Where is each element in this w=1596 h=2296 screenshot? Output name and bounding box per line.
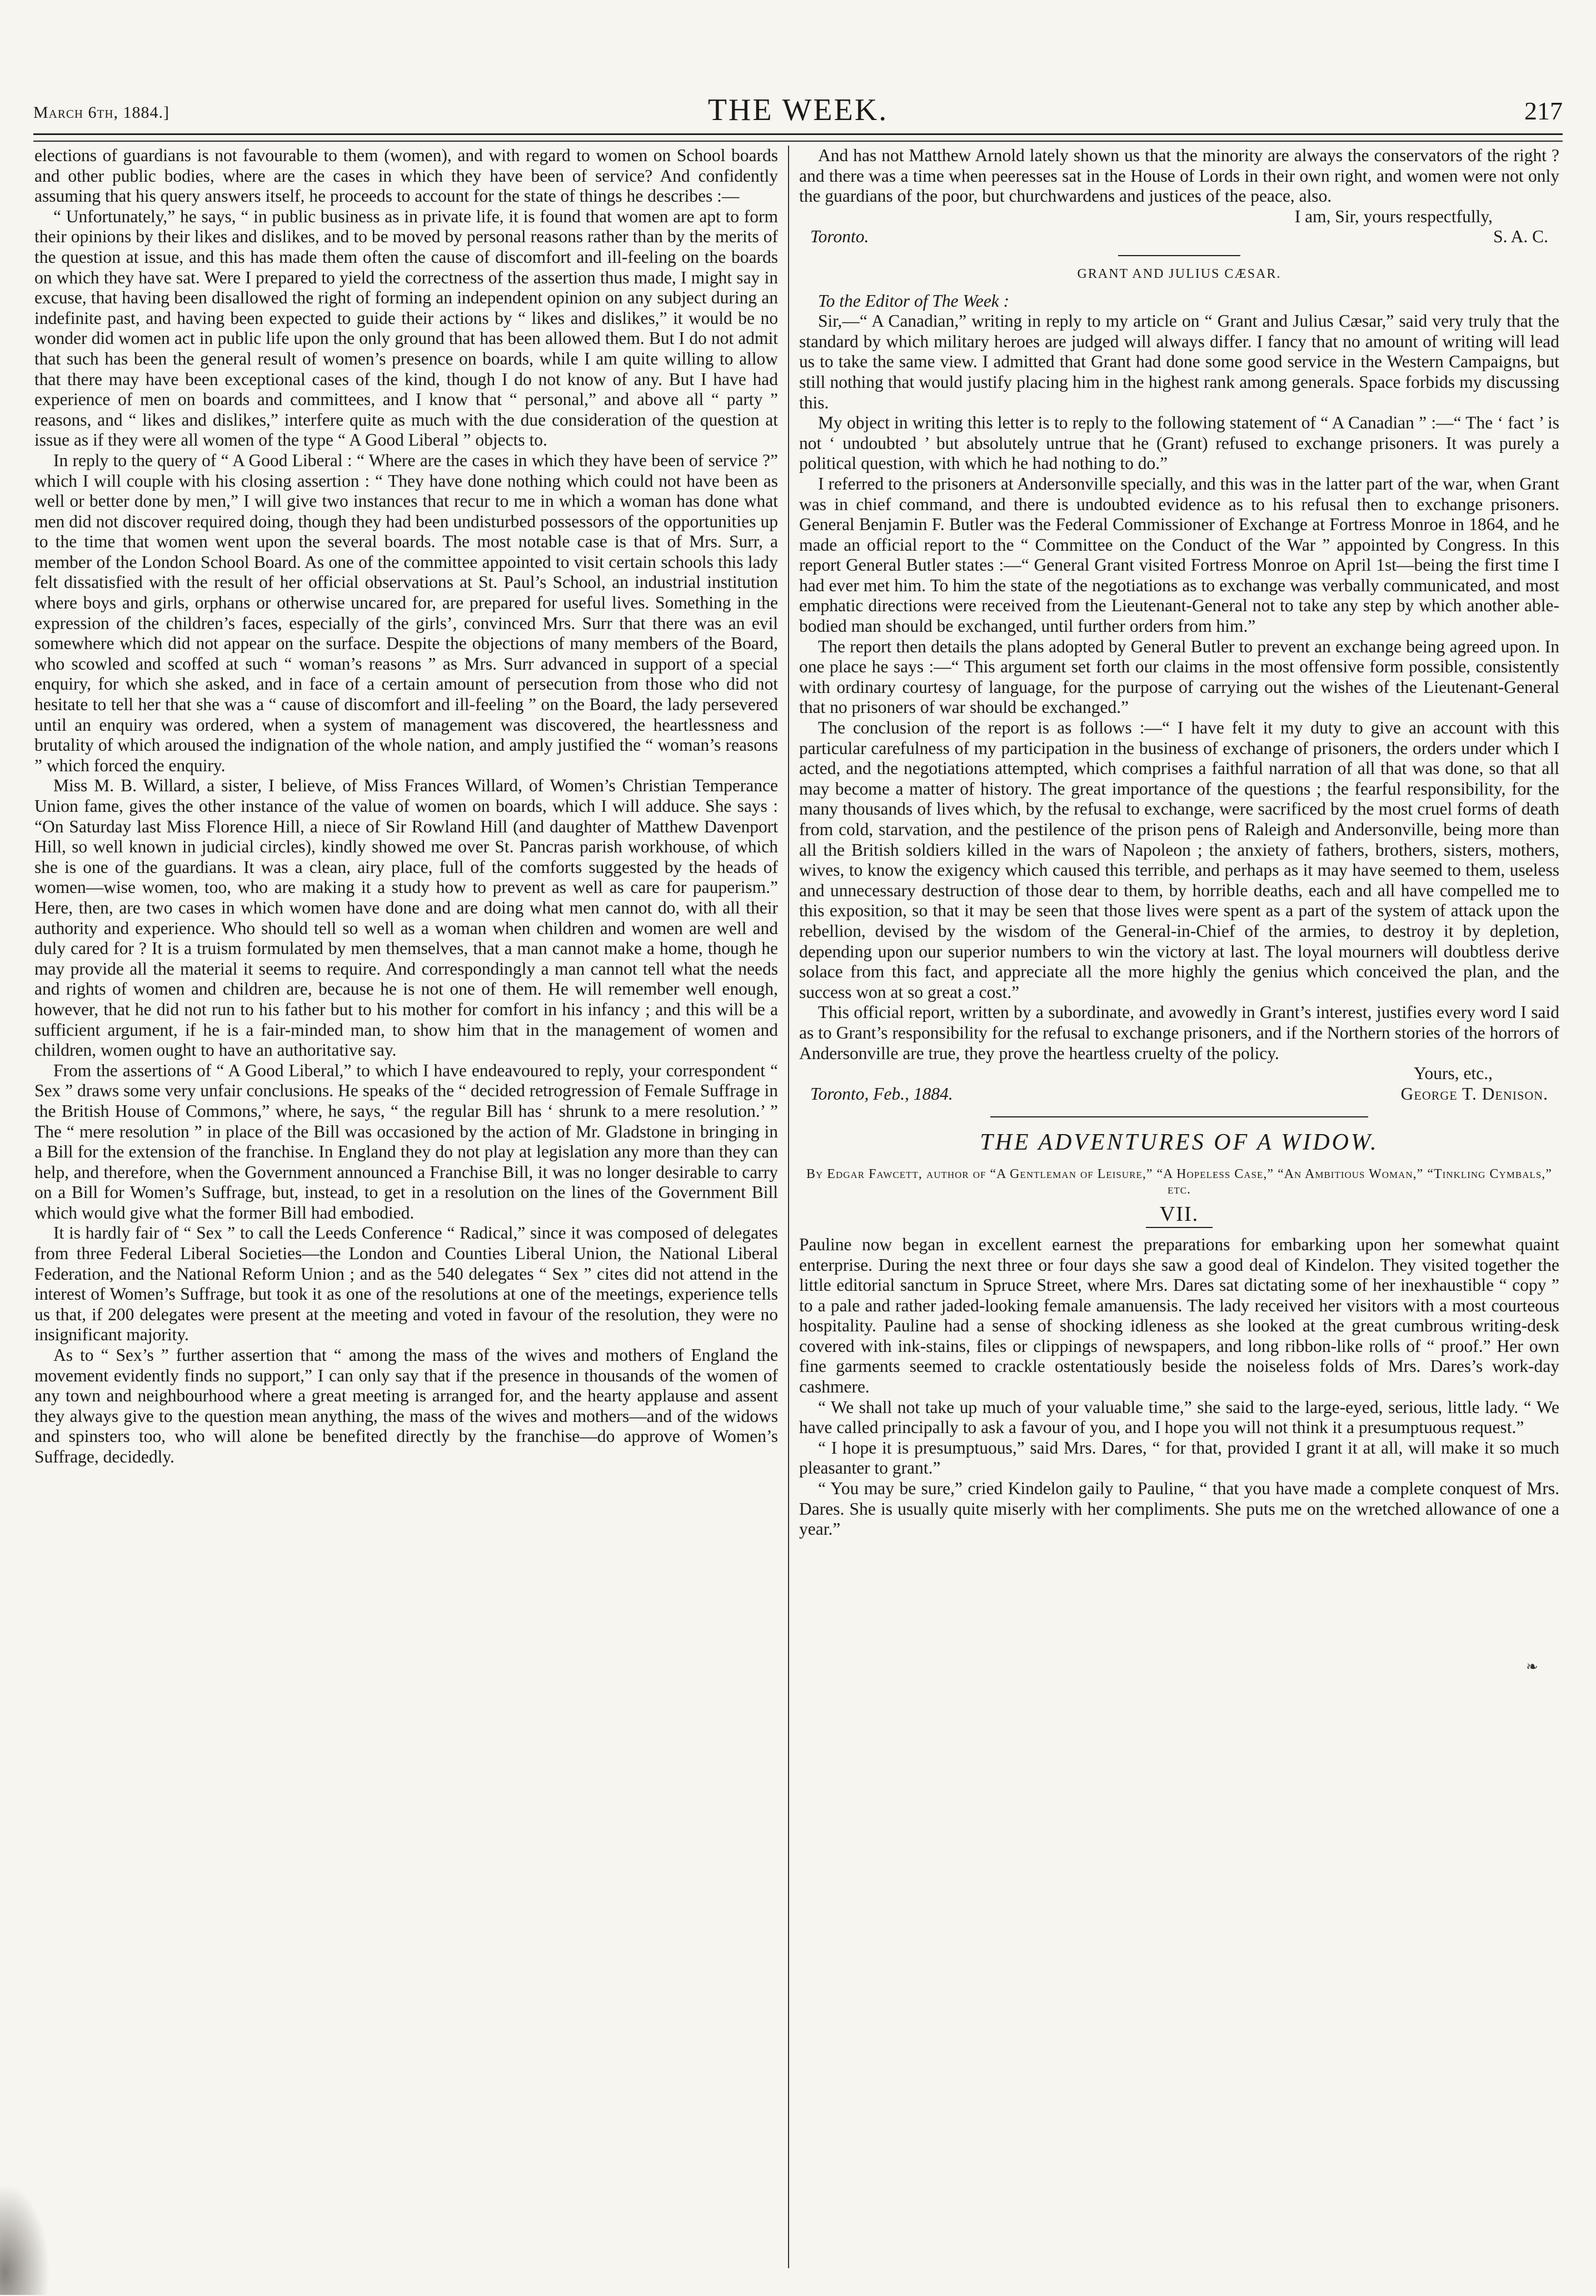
page-header (33, 83, 1563, 128)
chapter-rule (1146, 1227, 1213, 1228)
story-paragraph: “ We shall not take up much of your valuable time,” she said to the large-eyed, serious, little lady. “ We have called principally to ask a favour of you, and I hope you will not think it a presumptuous request.” (799, 1397, 1559, 1438)
story-paragraph: “ I hope it is presumptuous,” said Mrs. Dares, “ for that, provided I grant it at all, will make it so much pleasanter to grant.” (799, 1438, 1559, 1478)
letter-paragraph: Miss M. B. Willard, a sister, I believe, of Miss Frances Willard, of Women’s Christian Temperance Union fame, gives the other instance of the value of women on boards, which I will adduce. She says : “On Saturday last Miss Florence Hill, a niece of Sir Rowland Hill (and daughter of Matthew Davenport Hill, so well known in judicial circles), kindly showed me over St. Pancras parish workhouse, of which she is one of the guardians. It was a clean, airy place, full of the comforts suggested by the heads of women—wise women, too, who are making it a study how to prevent as well as care for pauperism.” Here, then, are two cases in which women have done and are doing what men cannot do, with all their authority and experience. Who should tell so well as a woman when children and women are well and duly cared for ? It is a truism formulated by men themselves, that a man cannot make a home, though he may provide all the material it seems to require. And correspondingly a man cannot tell what the needs and rights of women and children are, because he is not one of them. He will remember well enough, however, that he did not run to his father but to his mother for comfort in his infancy ; and this will be a sufficient argument, if he is a fair-minded man, to show him that in the management of women and children, women ought to have an authoritative say. (34, 776, 778, 1060)
letter-paragraph: The report then details the plans adopted by General Butler to prevent an exchange being agreed upon. In one place he says :—“ This argument set forth our claims in the most offensive form possible, consistently with ordinary courtesy of language, for the purpose of carrying out the wishes of the Lieutenant-General that no prisoners of war should be exchanged.” (799, 636, 1559, 717)
column-divider (788, 146, 789, 2268)
letter-closing: I am, Sir, yours respectfully, (1294, 206, 1493, 226)
letter-paragraph: This official report, written by a subordinate, and avowedly in Grant’s interest, justifies every word I said as to Grant’s responsibility for the refusal to exchange prisoners, and if the Northern stories of the horrors of Andersonville are true, they prove the heartless cruelty of the policy. (799, 1002, 1559, 1063)
header-rule (33, 133, 1563, 142)
story-byline: By Edgar Fawcett, author of “A Gentleman of Leisure,” “A Hopeless Case,” “An Ambitious Woman,” “Tinkling Cymbals,” etc. (806, 1167, 1552, 1197)
letter-paragraph: The conclusion of the report is as follows :—“ I have felt it my duty to give an account with this particular carefulness of my participation in the business of exchange of prisoners, the orders under which I acted, and the negotiations attempted, which comprises a faithful narration of all that was done, so that all may become a matter of history. The great importance of the questions ; the fearful responsibility, for the many thousands of lives which, by the refusal to exchange, were sacrificed by the most cruel forms of death from cold, starvation, and the pestilence of the prison pens of Raleigh and Andersonville, being more than all the British soldiers killed in the wars of Napoleon ; the anxiety of fathers, brothers, sisters, mothers, wives, to know the exigency which caused this terrible, and perhaps as it may have seemed to them, useless and unnecessary destruction of those dear to them, by horrible deaths, each and all have compelled me to this exposition, so that it may be seen that those lives were spent as a part of the system of attack upon the rebellion, devised by the wisdom of the General-in-Chief of the armies, to destroy it by depletion, depending upon our superior numbers to win the victory at last. The loyal mourners will doubtless derive solace from this fact, and appreciate all the more highly the genius which conceived the plan, and the success won at so great a cost.” (799, 718, 1559, 1002)
right-column (799, 146, 1559, 1540)
letter-paragraph: “ Unfortunately,” he says, “ in public business as in private life, it is found that women are apt to form their opinions by their likes and dislikes, and to be moved by personal reasons rather than by the merits of the question at issue, and this has made them often the cause of discomfort and ill-feeling on the boards on which they have sat. Were I prepared to yield the correctness of the assertion thus made, I might say in excuse, that having been disallowed the right of forming an independent opinion on any subject during an indefinite past, and having been expected to guide their actions by “ likes and dislikes,” it would be no wonder did women act in public life upon the only ground that has been allowed them. But I do not admit that such has been the general result of women’s presence on boards, while I am quite willing to allow that there may have been exceptional cases of the kind, though I do not know of any. But I have had experience of men on boards and committees, and I know that “ personal,” and above all “ party ” reasons, and “ likes and dislikes,” interfere quite as much with the due consideration of the question at issue as if they were all women of the type “ A Good Liberal ” objects to. (34, 206, 778, 450)
section-rule (1118, 255, 1240, 256)
letter-paragraph: As to “ Sex’s ” further assertion that “ among the mass of the wives and mothers of England the movement evidently finds no support,” I can only say that if the presence in thousands of the women of any town and neighbourhood where a great meeting is arranged for, and the hearty applause and assent they always give to the question mean anything, the mass of the wives and mothers—and of the widows and spinsters too, who will alone be benefited directly by the franchise—do approve of Women’s Suffrage, decidedly. (34, 1345, 778, 1466)
issue-date: March 6th, 1884.] (33, 103, 170, 122)
letter-paragraph: From the assertions of “ A Good Liberal,” to which I have endeavoured to reply, your correspondent “ Sex ” draws some very unfair conclusions. He speaks of the “ decided retrogression of Female Suffrage in the British House of Commons,” where, he says, “ the regular Bill has ‘ shrunk to a mere resolution.’ ” The “ mere resolution ” in place of the Bill was occasioned by the action of Mr. Gladstone in bringing in a Bill for the extension of the franchise. In England they do not play at legislation any more than they can help, and therefore, when the Government announced a Franchise Bill, it was no longer desirable to carry on a Bill for Women’s Suffrage, but, instead, to get in a resolution on the lines of the Government Bill which would give what the former Bill had embodied. (34, 1060, 778, 1222)
letter-signature: S. A. C. (1493, 227, 1548, 247)
letter-paragraph: And has not Matthew Arnold lately shown us that the minority are always the conservators of the right ? and there was a time when peeresses sat in the House of Lords in their own right, and women were not only the guardians of the poor, but churchwardens and justices of the peace, also. (799, 146, 1559, 206)
letter-paragraph: My object in writing this letter is to reply to the following statement of “ A Canadian ” :—“ The ‘ fact ’ is not ‘ undoubted ’ but absolutely untrue that he (Grant) refused to exchange prisoners. It was purely a political question, with which he had nothing to do.” (799, 413, 1559, 473)
ink-smudge (0, 2184, 50, 2295)
letter-paragraph: elections of guardians is not favourable to them (women), and with regard to women on School boards and other public bodies, where are the cases in which they have been of service? And confidently assuming that his query answers itself, he proceeds to account for the state of things he describes :— (34, 146, 778, 206)
letter-paragraph: Sir,—“ A Canadian,” writing in reply to my article on “ Grant and Julius Cæsar,” said very truly that the standard by which military heroes are judged will always differ. I fancy that no amount of writing will lead us to take the same view. I admitted that Grant had done some good service in the Western Campaigns, but still nothing that would justify placing him in the highest rank among generals. Space forbids my discussing this. (799, 311, 1559, 412)
to-the-editor: To the Editor of The Week : (818, 291, 1010, 311)
left-column (34, 146, 778, 1468)
printers-mark-icon: ❧ (1526, 1659, 1538, 1675)
letter-signature-line (799, 1084, 1559, 1105)
letter-paragraph: In reply to the query of “ A Good Liberal : “ Where are the cases in which they have been of service ?” which I will couple with his closing assertion : “ They have done nothing which could not have been as well or better done by men,” I will give two instances that recur to me in which a woman has done what men did not discover required doing, though they had been undisturbed possessors of the opportunities up to the time that women went upon the several boards. The most notable case is that of Mrs. Surr, a member of the London School Board. As one of the committee appointed to visit certain schools this lady felt dissatisfied with the result of her official observations at St. Paul’s School, an industrial institution where boys and girls, orphans or otherwise uncared for, are prepared for useful lives. Something in the expression of the children’s faces, especially of the girls’, convinced Mrs. Surr that there was an evil somewhere which did not appear on the surface. Despite the objections of many members of the Board, who scowled and scoffed at such “ woman’s reasons ” as Mrs. Surr advanced in support of a special enquiry, for which she asked, and in face of a certain amount of persecution from those who did not hesitate to tell her that she was a “ cause of discomfort and ill-feeling ” on the Board, the lady persevered until an enquiry was ordered, when a system of management was discovered, the heartlessness and brutality of which aroused the indignation of the whole nation, and amply justified the “ woman’s reasons ” which forced the enquiry. (34, 450, 778, 775)
letter-place: Toronto. (810, 227, 869, 247)
letter-signature-line (799, 227, 1559, 247)
page-number: 217 (1524, 97, 1563, 125)
story-title: THE ADVENTURES OF A WIDOW. (980, 1130, 1379, 1156)
publication-title: THE WEEK. (707, 93, 889, 127)
letter-signature: George T. Denison. (1400, 1084, 1548, 1104)
letter-paragraph: I referred to the prisoners at Andersonville specially, and this was in the latter part of the war, when Grant was in chief command, and there is undoubted evidence as to his refusal then to exchange prisoners. General Benjamin F. Butler was the Federal Commissioner of Exchange at Fortress Monroe in 1864, and he made an official report to the “ Committee on the Conduct of the War ” appointed by Congress. In this report General Butler states :—“ General Grant visited Fortress Monroe on April 1st—being the first time I had ever met him. To him the state of the negotiations as to exchange was verbally communicated, and most emphatic directions were received from the Lieutenant-General not to take any step by which another able-bodied man should be exchanged, until further orders from him.” (799, 473, 1559, 636)
letter-closing: Yours, etc., (1413, 1064, 1493, 1084)
story-paragraph: Pauline now began in excellent earnest the preparations for embarking upon her somewhat quaint enterprise. During the next three or four days she saw a good deal of Kindelon. They visited together the little editorial sanctum in Spruce Street, where Mrs. Dares sat dictating some of her inexhaustible “ copy ” to a pale and rather jaded-looking female amanuensis. The lady received her visitors with a most courteous hospitality. Pauline had a sense of shocking idleness as she looked at the great cumbrous writing-desk covered with ink-stains, files or clippings of newspapers, and long ribbon-like rolls of “ proof.” Her own fine garments seemed to crackle ostentatiously beside the noiseless folds of Mrs. Dares’s work-day cashmere. (799, 1234, 1559, 1397)
section-heading: GRANT AND JULIUS CÆSAR. (1077, 266, 1281, 281)
chapter-number: VII. (1159, 1202, 1199, 1226)
story-paragraph: “ You may be sure,” cried Kindelon gaily to Pauline, “ that you have made a complete conquest of Mrs. Dares. She is usually quite miserly with her compliments. She puts me on the wretched allowance of one a year.” (799, 1479, 1559, 1539)
letter-paragraph: It is hardly fair of “ Sex ” to call the Leeds Conference “ Radical,” since it was composed of delegates from three Federal Liberal Societies—the London and Counties Liberal Union, the National Liberal Federation, and the National Reform Union ; and as the 540 delegates “ Sex ” cites did not attend in the interest of Women’s Suffrage, but took it as one of the resolutions at one of the meetings, experience tells us that, if 200 delegates were present at the meeting and voted in favour of the resolution, they were no insignificant majority. (34, 1223, 778, 1345)
letter-place: Toronto, Feb., 1884. (810, 1084, 953, 1104)
section-rule (990, 1116, 1368, 1117)
